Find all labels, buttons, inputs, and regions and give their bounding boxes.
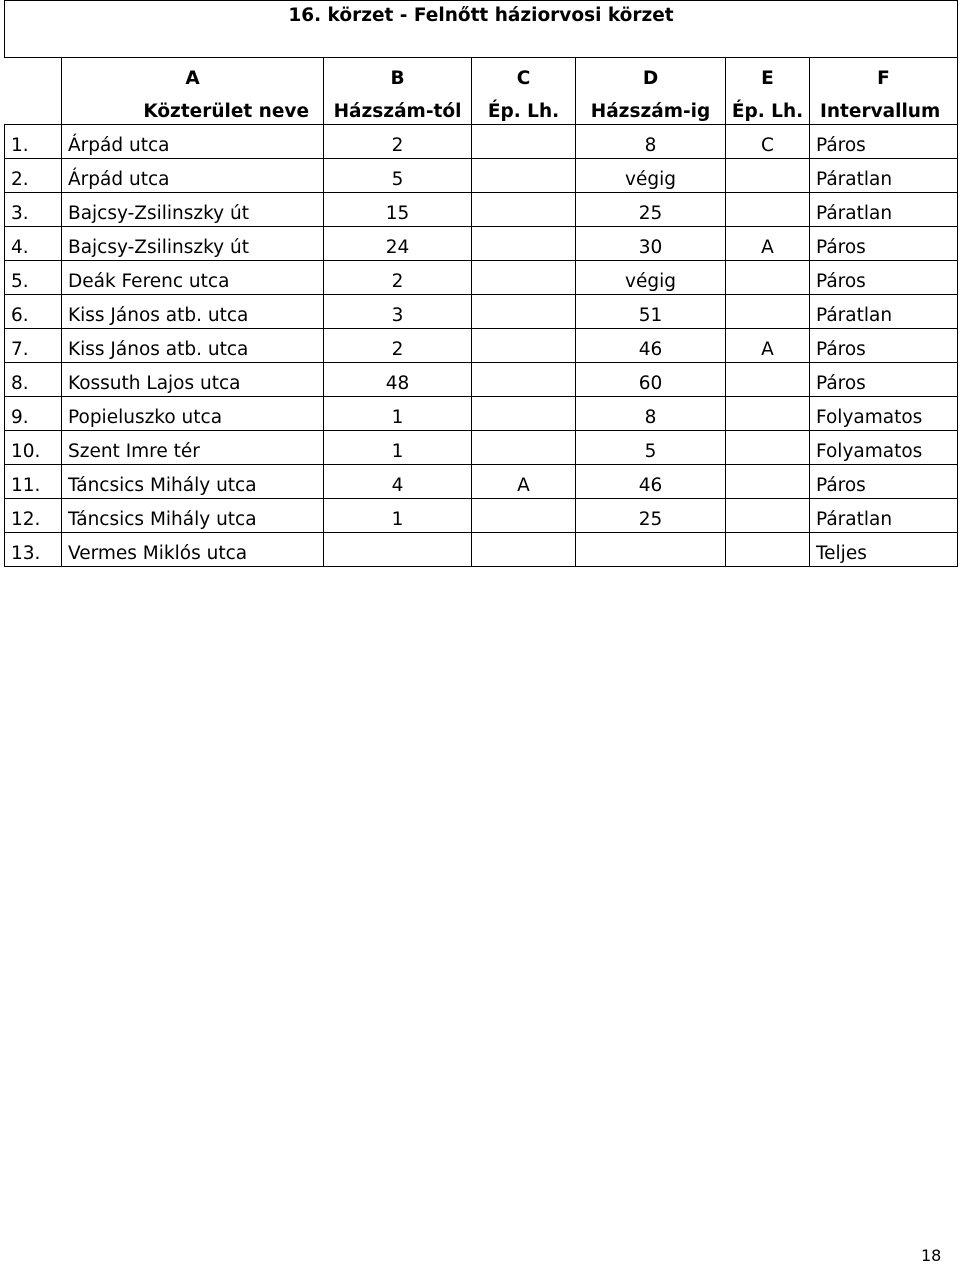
building-to-cell xyxy=(726,465,810,499)
street-name-cell: Árpád utca xyxy=(62,125,324,159)
house-to-cell: 25 xyxy=(576,499,726,533)
interval-cell: Páros xyxy=(810,363,958,397)
house-from-cell: 5 xyxy=(324,159,472,193)
table-row xyxy=(5,533,958,567)
house-to-cell: 46 xyxy=(576,329,726,363)
building-from-cell xyxy=(472,363,576,397)
interval-cell: Páratlan xyxy=(810,159,958,193)
house-from-cell: 2 xyxy=(324,329,472,363)
building-to-cell xyxy=(726,363,810,397)
house-to-cell: 8 xyxy=(576,125,726,159)
row-number-cell: 4. xyxy=(5,227,62,261)
house-to-cell: 8 xyxy=(576,397,726,431)
house-from-cell: 2 xyxy=(324,125,472,159)
building-to-cell xyxy=(726,193,810,227)
header-building-to: Ép. Lh. xyxy=(726,91,810,125)
house-from-cell: 1 xyxy=(324,499,472,533)
house-to-cell: 30 xyxy=(576,227,726,261)
row-number-cell: 1. xyxy=(5,125,62,159)
row-number-cell: 3. xyxy=(5,193,62,227)
building-from-cell xyxy=(472,125,576,159)
street-name-cell: Táncsics Mihály utca xyxy=(62,465,324,499)
header-street-name: Közterület neve xyxy=(62,91,324,125)
column-header-row xyxy=(5,91,958,125)
building-from-cell xyxy=(472,261,576,295)
table-row xyxy=(5,499,958,533)
building-to-cell: A xyxy=(726,329,810,363)
table-row xyxy=(5,465,958,499)
table-row xyxy=(5,159,958,193)
corner-cell xyxy=(5,58,62,92)
header-house-to: Házszám-ig xyxy=(576,91,726,125)
row-number-cell: 6. xyxy=(5,295,62,329)
row-number-cell: 9. xyxy=(5,397,62,431)
building-from-cell xyxy=(472,431,576,465)
house-to-cell: 60 xyxy=(576,363,726,397)
row-number-cell: 2. xyxy=(5,159,62,193)
row-number-cell: 8. xyxy=(5,363,62,397)
table-row xyxy=(5,363,958,397)
interval-cell: Páros xyxy=(810,329,958,363)
building-to-cell: A xyxy=(726,227,810,261)
house-from-cell: 15 xyxy=(324,193,472,227)
building-from-cell: A xyxy=(472,465,576,499)
interval-cell: Folyamatos xyxy=(810,397,958,431)
building-to-cell xyxy=(726,295,810,329)
building-to-cell xyxy=(726,397,810,431)
table-title: 16. körzet - Felnőtt háziorvosi körzet xyxy=(5,1,958,58)
building-from-cell xyxy=(472,159,576,193)
building-from-cell xyxy=(472,397,576,431)
interval-cell: Páros xyxy=(810,465,958,499)
table-row xyxy=(5,227,958,261)
row-number-cell: 7. xyxy=(5,329,62,363)
street-name-cell: Árpád utca xyxy=(62,159,324,193)
house-to-cell: 5 xyxy=(576,431,726,465)
interval-cell: Páratlan xyxy=(810,193,958,227)
building-from-cell xyxy=(472,499,576,533)
table-row xyxy=(5,193,958,227)
building-to-cell xyxy=(726,431,810,465)
interval-cell: Páros xyxy=(810,125,958,159)
row-number-cell: 13. xyxy=(5,533,62,567)
street-name-cell: Deák Ferenc utca xyxy=(62,261,324,295)
row-number-cell: 11. xyxy=(5,465,62,499)
street-name-cell: Szent Imre tér xyxy=(62,431,324,465)
house-to-cell: 51 xyxy=(576,295,726,329)
column-letter-c: C xyxy=(472,58,576,92)
table-row xyxy=(5,295,958,329)
interval-cell: Teljes xyxy=(810,533,958,567)
column-letter-a: A xyxy=(62,58,324,92)
building-from-cell xyxy=(472,329,576,363)
column-letter-row xyxy=(5,58,958,92)
building-from-cell xyxy=(472,227,576,261)
house-from-cell: 24 xyxy=(324,227,472,261)
page-number: 18 xyxy=(921,1246,942,1265)
house-to-cell: végig xyxy=(576,261,726,295)
building-to-cell xyxy=(726,533,810,567)
street-name-cell: Táncsics Mihály utca xyxy=(62,499,324,533)
interval-cell: Páratlan xyxy=(810,499,958,533)
building-from-cell xyxy=(472,533,576,567)
house-to-cell: végig xyxy=(576,159,726,193)
street-name-cell: Kiss János atb. utca xyxy=(62,329,324,363)
interval-cell: Páros xyxy=(810,227,958,261)
street-name-cell: Vermes Miklós utca xyxy=(62,533,324,567)
street-name-cell: Bajcsy-Zsilinszky út xyxy=(62,193,324,227)
house-to-cell: 46 xyxy=(576,465,726,499)
column-letter-d: D xyxy=(576,58,726,92)
row-number-cell: 10. xyxy=(5,431,62,465)
building-from-cell xyxy=(472,193,576,227)
district-table xyxy=(4,0,958,567)
house-from-cell: 3 xyxy=(324,295,472,329)
table-row xyxy=(5,261,958,295)
street-name-cell: Kossuth Lajos utca xyxy=(62,363,324,397)
interval-cell: Páros xyxy=(810,261,958,295)
column-letter-f: F xyxy=(810,58,958,92)
interval-cell: Folyamatos xyxy=(810,431,958,465)
house-from-cell: 48 xyxy=(324,363,472,397)
table-row xyxy=(5,397,958,431)
table-row xyxy=(5,125,958,159)
interval-cell: Páratlan xyxy=(810,295,958,329)
corner-cell xyxy=(5,91,62,125)
street-name-cell: Popieluszko utca xyxy=(62,397,324,431)
house-from-cell: 2 xyxy=(324,261,472,295)
house-from-cell: 1 xyxy=(324,431,472,465)
header-building-from: Ép. Lh. xyxy=(472,91,576,125)
house-from-cell: 4 xyxy=(324,465,472,499)
house-to-cell: 25 xyxy=(576,193,726,227)
column-letter-e: E xyxy=(726,58,810,92)
building-to-cell xyxy=(726,499,810,533)
building-from-cell xyxy=(472,295,576,329)
building-to-cell xyxy=(726,261,810,295)
column-letter-b: B xyxy=(324,58,472,92)
house-to-cell xyxy=(576,533,726,567)
house-from-cell xyxy=(324,533,472,567)
table-row xyxy=(5,431,958,465)
row-number-cell: 5. xyxy=(5,261,62,295)
house-from-cell: 1 xyxy=(324,397,472,431)
building-to-cell: C xyxy=(726,125,810,159)
table-row xyxy=(5,329,958,363)
street-name-cell: Kiss János atb. utca xyxy=(62,295,324,329)
building-to-cell xyxy=(726,159,810,193)
header-house-from: Házszám-tól xyxy=(324,91,472,125)
header-interval: Intervallum xyxy=(810,91,958,125)
title-row xyxy=(5,1,958,58)
street-name-cell: Bajcsy-Zsilinszky út xyxy=(62,227,324,261)
row-number-cell: 12. xyxy=(5,499,62,533)
